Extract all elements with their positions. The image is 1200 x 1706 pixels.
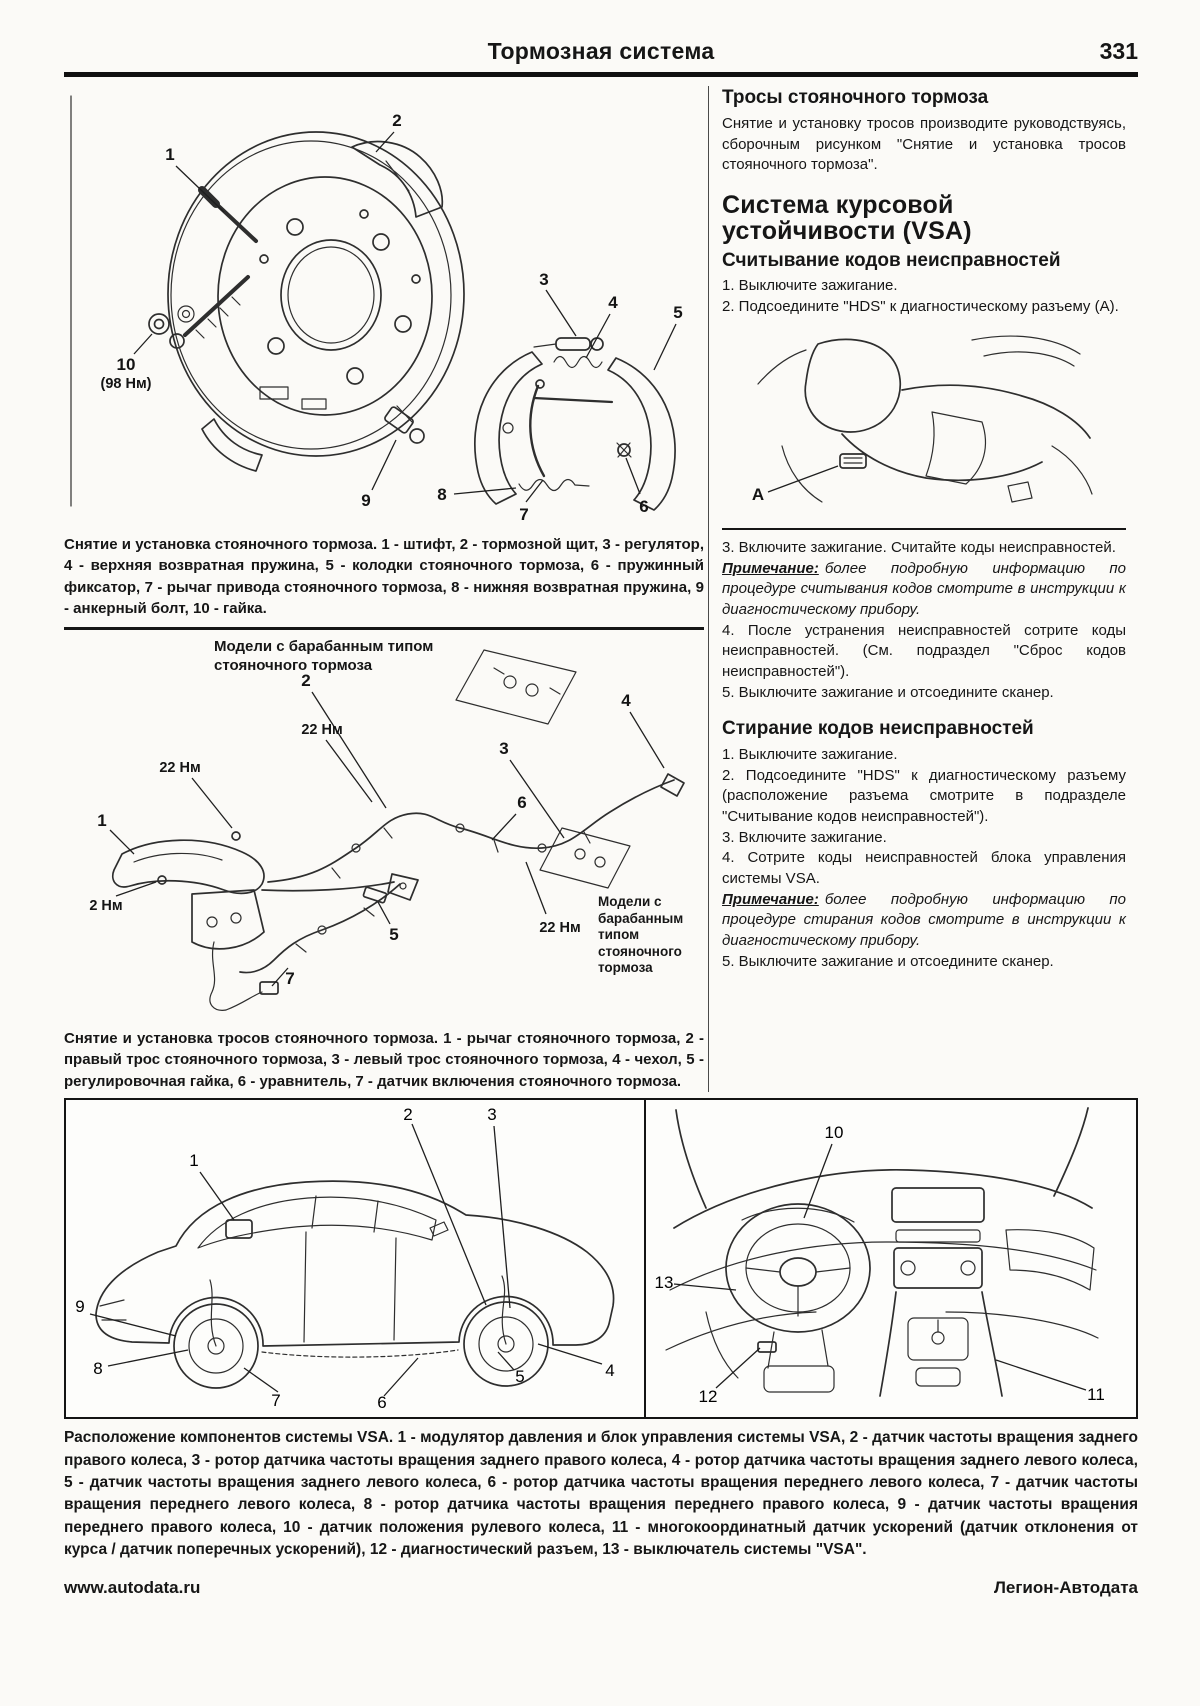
vsa-label-13: 13	[654, 1273, 674, 1293]
erase-note	[722, 890, 1126, 952]
erase-note-body: более подробную информацию по процедуре стирания кодов смотрите в инструкции к диагностическому прибору.	[722, 890, 1126, 950]
two-column-layout	[64, 86, 1138, 1092]
vsa-label-3: 3	[487, 1105, 497, 1125]
part-label-9: 9	[361, 491, 371, 510]
figure-cables-side-note: Модели с барабанным типом стояночного тормоза	[598, 894, 684, 976]
part-label-7: 7	[519, 505, 529, 524]
footer-publisher: Легион-Автодата	[993, 1577, 1138, 1597]
diagnostic-connector-drawing	[722, 326, 1126, 522]
header-rule	[64, 72, 1138, 77]
heading-vsa: Система курсовой устойчивости (VSA)	[722, 190, 972, 246]
cable-label-7: 7	[285, 969, 295, 989]
figure-vsa-components	[64, 1098, 1138, 1419]
read-step-3: 3. Включите зажигание. Считайте коды неисправностей.	[722, 538, 1116, 556]
torque-label-98nm: (98 Нм)	[100, 376, 152, 392]
read-step-4: 4. После устранения неисправностей сотрите коды неисправностей. (См. подраздел "Сброс кодов неисправностей").	[722, 621, 1126, 680]
vsa-dashboard-panel	[644, 1100, 1119, 1417]
cable-label-1: 1	[97, 811, 107, 831]
erase-step-1: 1. Выключите зажигание.	[722, 745, 898, 763]
torque-22nm-left: 22 Нм	[159, 760, 201, 777]
read-note	[722, 559, 1126, 621]
vsa-label-8: 8	[93, 1359, 103, 1379]
part-label-1: 1	[165, 145, 175, 164]
vsa-label-6: 6	[377, 1393, 387, 1413]
vsa-label-5: 5	[515, 1367, 525, 1387]
cable-label-2: 2	[301, 671, 311, 691]
read-step-1: 1. Выключите зажигание.	[722, 277, 898, 295]
page-title: Тормозная система	[487, 38, 715, 64]
caption-parking-brake-assembly: Снятие и установка стояночного тормоза. 1 - штифт, 2 - тормозной щит, 3 - регулятор, 4 - верхняя возвратная пружина, 5 - колодки стояночного тормоза, 6 - пружинный фиксатор, 7 - рычаг привода стояночного тормоза, 8 - нижняя возвратная пружина, 9 - анкерный болт, 10 - гайка.	[64, 536, 704, 617]
vsa-label-1: 1	[189, 1151, 199, 1171]
erase-step-2: 2. Подсоедините "HDS" к диагностическому разъему (расположение разъема смотрите в подразделе "Считывание кодов неисправностей").	[722, 766, 1126, 825]
read-note-label: Примечание:	[722, 559, 819, 577]
heading-cables: Тросы стояночного тормоза	[722, 87, 989, 108]
cable-label-3: 3	[499, 739, 509, 759]
left-column	[64, 86, 704, 1092]
right-column	[708, 86, 1126, 1092]
torque-22nm-bottom: 22 Нм	[539, 920, 581, 937]
vsa-dashboard-drawing	[646, 1100, 1117, 1412]
parking-brake-assembly-drawing	[64, 86, 704, 530]
part-label-2: 2	[392, 111, 402, 130]
cable-label-5: 5	[389, 925, 399, 945]
heading-erase-codes: Стирание кодов неисправностей	[722, 718, 1034, 740]
connector-figure-rule	[722, 528, 1126, 530]
part-label-3: 3	[539, 270, 549, 289]
cable-label-6: 6	[517, 793, 527, 813]
page-footer	[64, 1578, 1138, 1598]
torque-22nm-top: 22 Нм	[301, 722, 343, 739]
read-note-body: более подробную информацию по процедуре считывания кодов смотрите в инструкции к диагностическому прибору.	[722, 559, 1126, 618]
figure-parking-brake-assembly	[64, 86, 704, 530]
erase-note-label: Примечание:	[722, 890, 819, 908]
page-header	[64, 38, 1138, 72]
part-label-4: 4	[608, 293, 618, 312]
figure-cables-title: Модели с барабанным типом стояночного тормоза	[214, 638, 434, 674]
connector-label-a: A	[751, 484, 765, 504]
vsa-car-panel	[66, 1100, 644, 1417]
vsa-car-drawing	[66, 1100, 644, 1412]
vsa-label-4: 4	[605, 1361, 615, 1381]
vsa-label-11: 11	[1087, 1385, 1105, 1405]
caption-vsa-components: Расположение компонентов системы VSA. 1 - модулятор давления и блок управления системы VSA, 2 - датчик частоты вращения заднего правого колеса, 3 - ротор датчика частоты вращения заднего правого колеса, 4 - ротор датчика частоты вращения заднего левого колеса, 5 - датчик частоты вращения заднего левого колеса, 6 - ротор датчика частоты вращения переднего левого колеса, 7 - датчик частоты вращения переднего левого колеса, 8 - ротор датчика частоты вращения переднего правого колеса, 9 - датчик частоты вращения переднего правого колеса, 10 - датчик положения рулевого колеса, 11 - многокоординатный датчик ускорений (датчик отклонения от курса / датчик поперечных ускорений), 12 - диагностический разъем, 13 - выключатель системы "VSA".	[64, 1429, 1138, 1559]
part-label-6: 6	[639, 497, 649, 516]
figure-diagnostic-connector	[722, 326, 1126, 522]
read-step-2: 2. Подсоедините "HDS" к диагностическому разъему (А).	[722, 298, 1119, 316]
erase-step-5: 5. Выключите зажигание и отсоедините сканер.	[722, 952, 1054, 970]
part-label-10: 10	[116, 355, 136, 374]
part-label-5: 5	[673, 303, 683, 322]
caption-parking-brake-cables: Снятие и установка тросов стояночного тормоза. 1 - рычаг стояночного тормоза, 2 - правый трос стояночного тормоза, 3 - левый трос стояночного тормоза, 4 - чехол, 5 - регулировочная гайка, 6 - уравнитель, 7 - датчик включения стояночного тормоза.	[64, 1030, 704, 1090]
vsa-label-2: 2	[403, 1105, 413, 1125]
left-column-divider-rule	[64, 627, 704, 630]
erase-step-4: 4. Сотрите коды неисправностей блока управления системы VSA.	[722, 849, 1126, 887]
page-number: 331	[1099, 38, 1138, 64]
part-label-8: 8	[437, 485, 447, 504]
vsa-label-12: 12	[698, 1387, 718, 1407]
vsa-label-7: 7	[271, 1391, 281, 1411]
figure-parking-brake-cables	[64, 632, 704, 1024]
read-step-5: 5. Выключите зажигание и отсоедините сканер.	[722, 683, 1054, 701]
vsa-label-10: 10	[824, 1123, 844, 1143]
erase-step-3: 3. Включите зажигание.	[722, 828, 887, 846]
footer-site: www.autodata.ru	[64, 1577, 201, 1597]
heading-read-codes: Считывание кодов неисправностей	[722, 249, 1061, 271]
cables-paragraph: Снятие и установку тросов производите руководствуясь, сборочным рисунком "Снятие и установка тросов стояночного тормоза".	[722, 114, 1126, 174]
torque-2nm: 2 Нм	[89, 898, 123, 915]
cable-label-4: 4	[621, 691, 631, 711]
vsa-label-9: 9	[75, 1297, 85, 1317]
